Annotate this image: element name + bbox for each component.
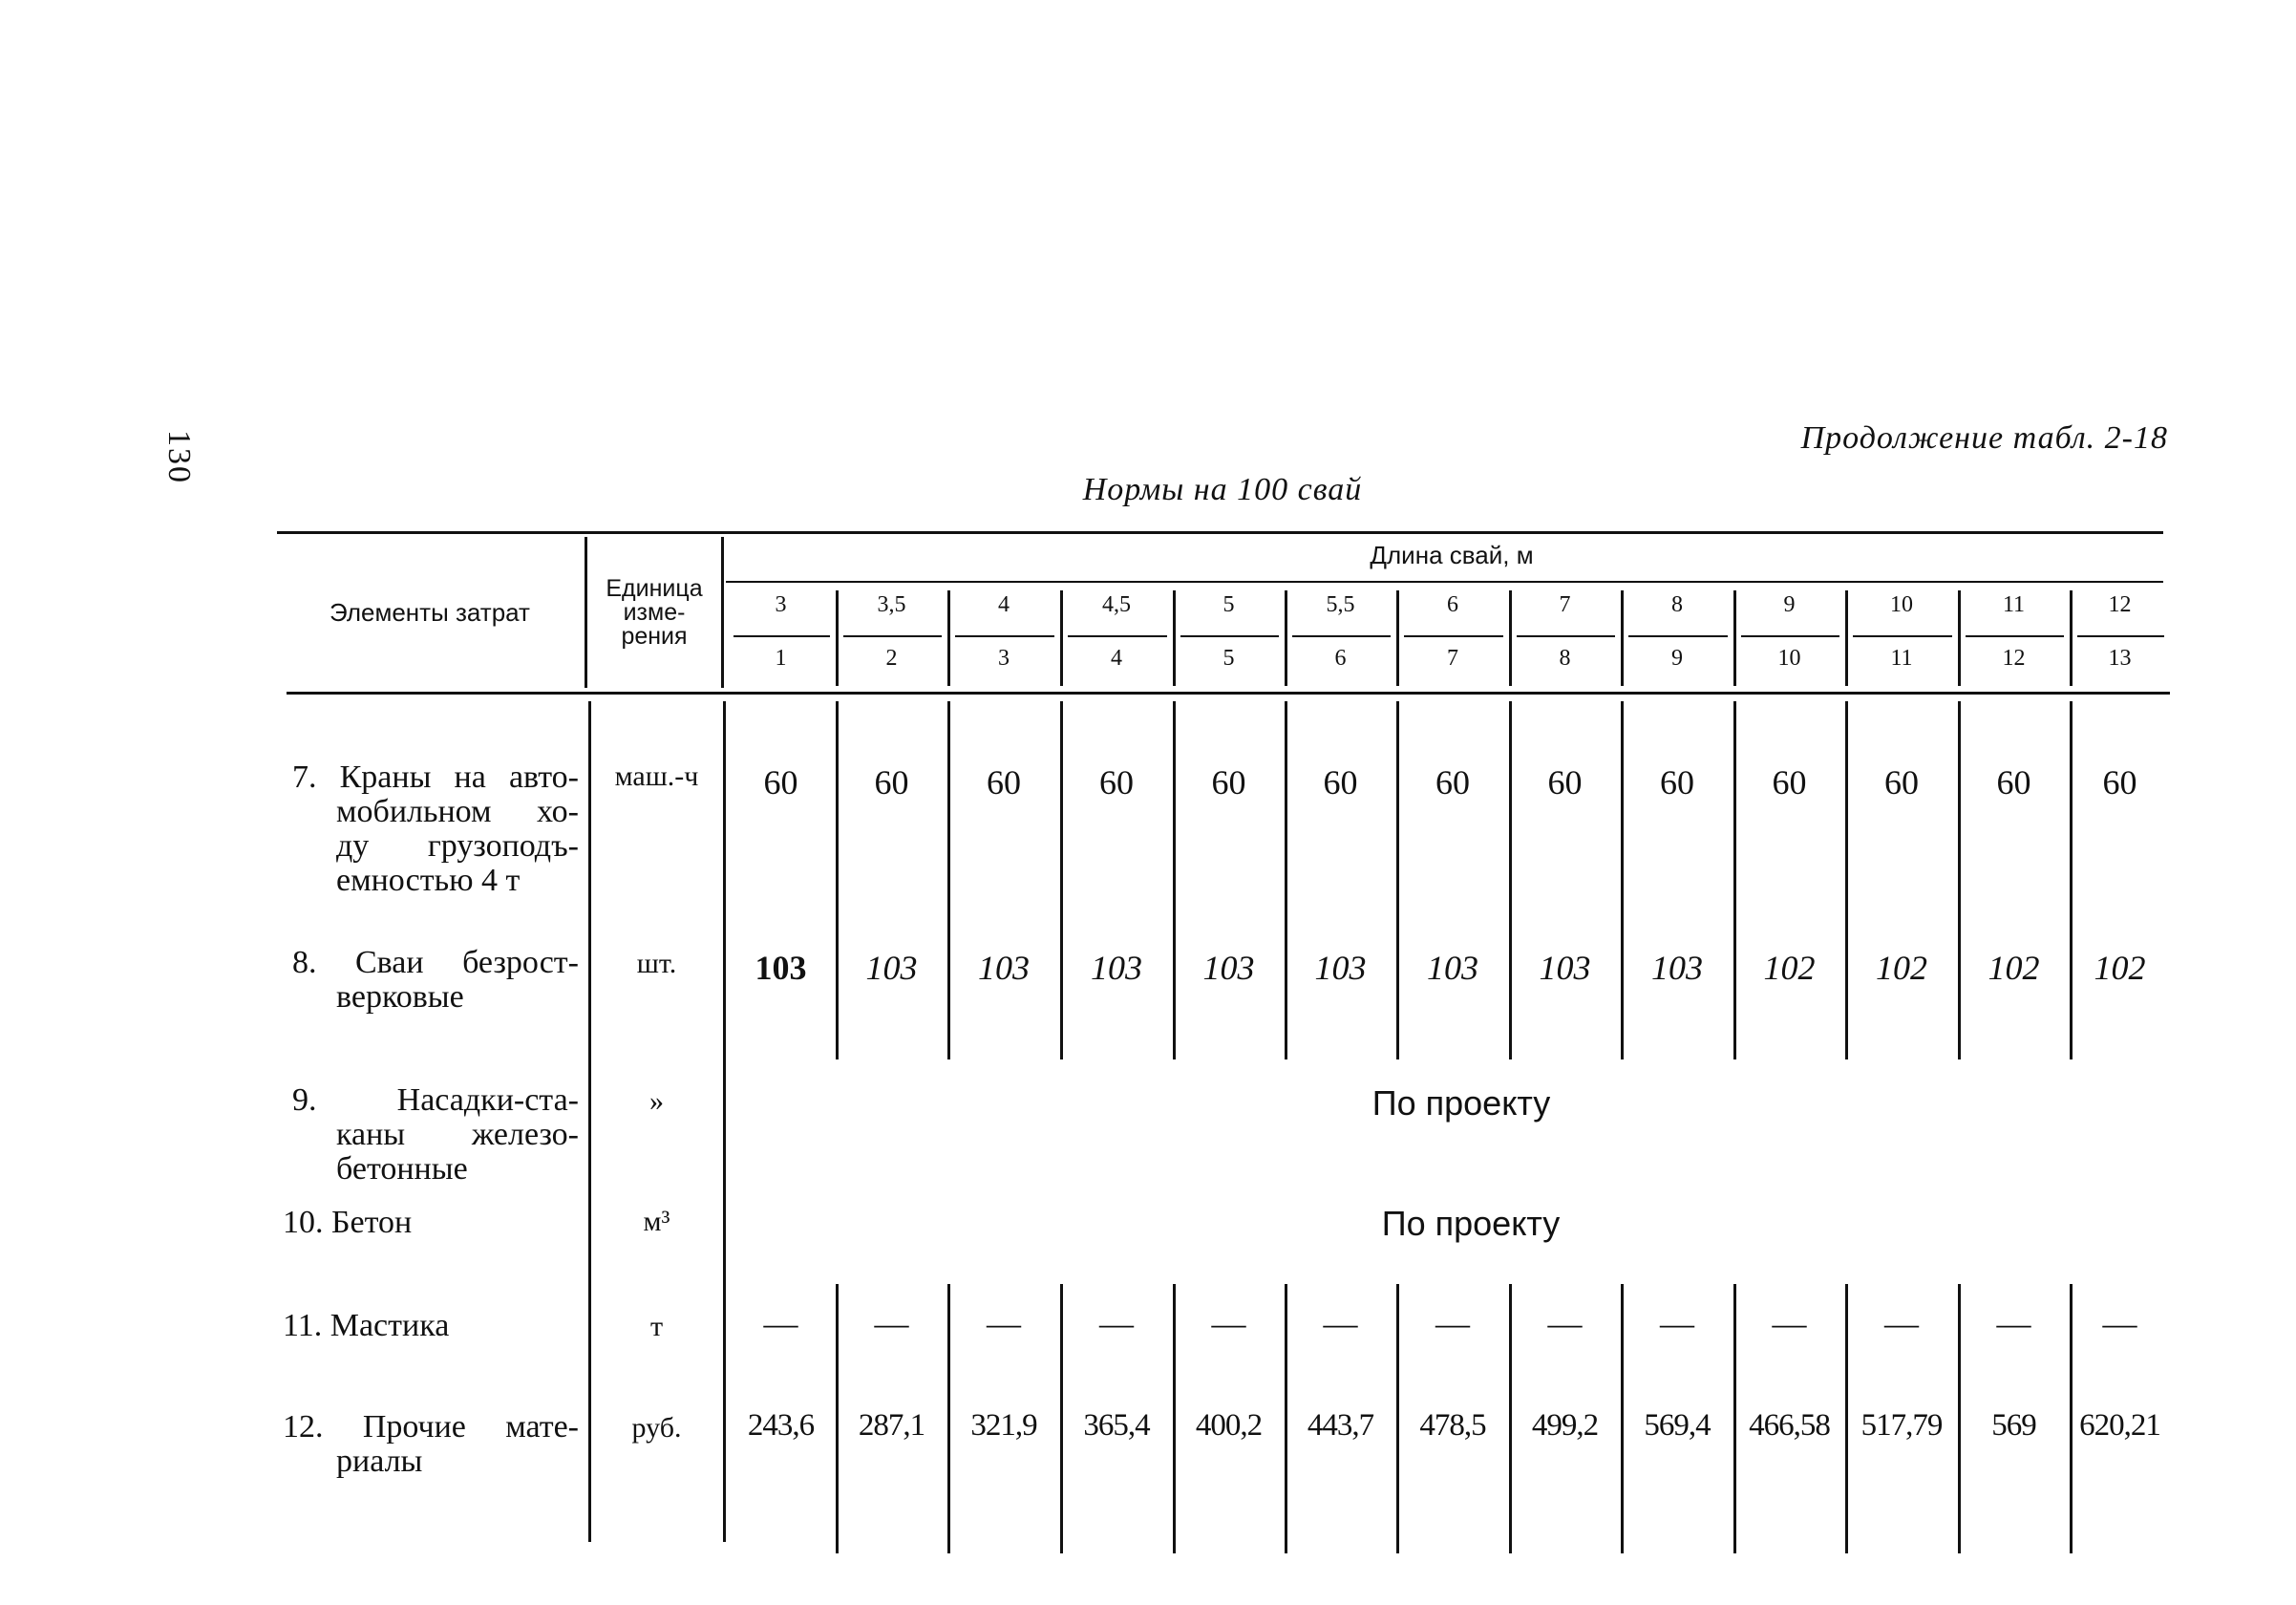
- header-bottom-rule: [287, 692, 2170, 695]
- length-number-rule: [1517, 635, 1615, 637]
- length-header: 5,5: [1326, 592, 1355, 617]
- header-column-divider: [947, 590, 950, 686]
- header-column-divider: [1621, 590, 1624, 686]
- length-number-rule: [2077, 635, 2164, 637]
- row8-value: 103: [1314, 949, 1367, 987]
- row12-value: 466,58: [1749, 1408, 1830, 1443]
- body-column-divider: [1285, 701, 1287, 1059]
- length-number-rule: [1628, 635, 1728, 637]
- row12-label-line1: 12. Прочие мате-: [283, 1409, 579, 1444]
- length-header: 3,5: [877, 592, 906, 617]
- row12-value: 499,2: [1531, 1408, 1599, 1443]
- header-unit-line1: Единица: [606, 575, 703, 602]
- row11-value: —: [987, 1304, 1021, 1342]
- body-column-divider: [947, 701, 950, 1059]
- row7-value: 60: [874, 763, 909, 802]
- page-number: 130: [161, 430, 197, 484]
- column-number: 1: [775, 646, 787, 671]
- row7-value: 60: [1660, 763, 1694, 802]
- header-unit: [587, 577, 721, 649]
- row7-label: [292, 760, 579, 898]
- row11-value: —: [1772, 1304, 1807, 1342]
- length-header: 7: [1559, 592, 1571, 617]
- row12-label: [283, 1410, 579, 1479]
- column-number: 12: [2002, 646, 2026, 671]
- row8-label-line2: верковые: [336, 979, 464, 1015]
- row7-label-line4: емностью 4 т: [336, 863, 521, 898]
- body-column-divider: [1733, 701, 1736, 1059]
- header-pile-length: Длина свай, м: [1370, 541, 1534, 569]
- row11-value: —: [1996, 1304, 2031, 1342]
- row9-label-line1: 9. Насадки-ста-: [292, 1082, 579, 1118]
- row12-value: 287,1: [858, 1408, 925, 1443]
- row7-value: 60: [1772, 763, 1807, 802]
- row8-value: 103: [755, 949, 807, 987]
- column-number: 13: [2108, 646, 2132, 671]
- row8-value: 103: [978, 949, 1030, 987]
- column-number: 8: [1559, 646, 1571, 671]
- header-unit-line3: рения: [621, 623, 688, 650]
- row12-value: 620,21: [2079, 1408, 2160, 1443]
- row7-value: 60: [2102, 763, 2137, 802]
- row7-value: 60: [1884, 763, 1919, 802]
- header-column-divider: [1285, 590, 1287, 686]
- header-column-divider: [1733, 590, 1736, 686]
- column-number: 2: [885, 646, 898, 671]
- row9-label: [292, 1083, 579, 1187]
- column-number: 6: [1334, 646, 1347, 671]
- row8-value: 103: [1427, 949, 1478, 987]
- row10-unit: м³: [643, 1206, 670, 1237]
- row12-value: 400,2: [1195, 1408, 1263, 1443]
- header-column-divider: [836, 590, 839, 686]
- column-number: 4: [1111, 646, 1122, 671]
- length-header: 10: [1890, 592, 1913, 617]
- body-column-divider: [2070, 701, 2073, 1059]
- length-header: 3: [775, 592, 787, 617]
- body-column-divider: [1173, 701, 1176, 1059]
- column-number: 10: [1777, 646, 1801, 671]
- row12-label-line2: риалы: [336, 1444, 423, 1479]
- row7-value: 60: [1435, 763, 1470, 802]
- header-column-divider: [1845, 590, 1848, 686]
- header-divider-unit: [721, 537, 724, 688]
- continuation-caption: Продолжение табл. 2-18: [1800, 420, 2168, 456]
- row8-value: 102: [1876, 949, 1927, 987]
- length-header: 11: [2002, 592, 2026, 617]
- column-number: 5: [1222, 646, 1235, 671]
- row7-label-line2: мобильном хо-: [336, 794, 579, 829]
- row11-value: —: [1099, 1304, 1134, 1342]
- length-number-rule: [1068, 635, 1167, 637]
- row11-value: —: [1323, 1304, 1358, 1342]
- row8-value: 103: [865, 949, 918, 987]
- row11-value: —: [763, 1304, 798, 1342]
- row12-value: 478,5: [1419, 1408, 1486, 1443]
- row9-label-line2: каны железо-: [336, 1117, 579, 1152]
- row11-label: [283, 1309, 569, 1343]
- row11-value: —: [874, 1304, 909, 1342]
- length-number-rule: [955, 635, 1054, 637]
- row12-unit: руб.: [631, 1412, 682, 1444]
- length-header: 9: [1783, 592, 1796, 617]
- header-column-divider: [1060, 590, 1063, 686]
- row12-value: 243,6: [747, 1408, 815, 1443]
- body-column-divider: [1845, 701, 1848, 1059]
- row12-value: 365,4: [1083, 1408, 1150, 1443]
- body-column-divider: [1958, 701, 1961, 1059]
- row8-value: 102: [1763, 949, 1816, 987]
- column-number: 7: [1447, 646, 1458, 671]
- header-column-divider: [1173, 590, 1176, 686]
- row8-label: [292, 946, 579, 1015]
- header-column-divider: [2070, 590, 2073, 686]
- row7-label-line3: ду грузоподъ-: [336, 828, 579, 864]
- row11-value: —: [2102, 1304, 2137, 1342]
- header-column-divider: [1958, 590, 1961, 686]
- row12-value: 517,79: [1860, 1408, 1943, 1443]
- row11-value: —: [1884, 1304, 1919, 1342]
- row7-value: 60: [763, 763, 798, 802]
- row12-value: 321,9: [970, 1408, 1037, 1443]
- length-number-rule: [1741, 635, 1839, 637]
- row7-value: 60: [1099, 763, 1134, 802]
- row8-label-line1: 8. Сваи безрост-: [292, 945, 579, 980]
- header-column-divider: [1396, 590, 1399, 686]
- body-column-divider: [1060, 701, 1063, 1059]
- row9-merged: По проекту: [1371, 1083, 1551, 1123]
- row8-value: 103: [1091, 949, 1142, 987]
- body-divider-elements: [588, 701, 591, 1542]
- length-number-rule: [733, 635, 830, 637]
- header-column-divider: [1509, 590, 1512, 686]
- length-header: 4,5: [1102, 592, 1131, 617]
- row8-value: 102: [2094, 949, 2146, 987]
- row11-value: —: [1435, 1304, 1470, 1342]
- row11-value: —: [1660, 1304, 1694, 1342]
- row7-value: 60: [987, 763, 1021, 802]
- header-length-rule: [726, 581, 2163, 583]
- column-number: 3: [998, 646, 1010, 671]
- row7-value: 60: [1323, 763, 1358, 802]
- row11-value: —: [1211, 1304, 1246, 1342]
- length-header: 5: [1222, 592, 1235, 617]
- body-column-divider: [836, 701, 839, 1059]
- row8-value: 102: [1988, 949, 2040, 987]
- header-elements: Элементы затрат: [330, 598, 530, 627]
- row10-label-line1: 10. Бетон: [283, 1205, 413, 1240]
- length-header: 12: [2108, 592, 2132, 617]
- body-column-divider: [1396, 701, 1399, 1059]
- row9-unit: »: [649, 1085, 664, 1117]
- header-unit-line2: изме-: [623, 599, 686, 626]
- row7-value: 60: [1996, 763, 2031, 802]
- length-number-rule: [1853, 635, 1952, 637]
- row11-value: —: [1547, 1304, 1583, 1342]
- row10-merged: По проекту: [1381, 1204, 1561, 1243]
- row11-unit: т: [649, 1311, 664, 1342]
- row7-unit: маш.-ч: [614, 760, 699, 792]
- length-header: 8: [1671, 592, 1683, 617]
- length-header: 6: [1447, 592, 1458, 617]
- row12-value: 569: [1991, 1408, 2036, 1443]
- row11-label-line1: 11. Мастика: [283, 1308, 450, 1343]
- body-column-divider: [1621, 701, 1624, 1059]
- row8-value: 103: [1202, 949, 1255, 987]
- length-number-rule: [1404, 635, 1503, 637]
- column-number: 9: [1671, 646, 1683, 671]
- row12-value: 443,7: [1307, 1408, 1374, 1443]
- row7-label-line1: 7. Краны на авто-: [292, 760, 579, 795]
- body-column-divider: [1509, 701, 1512, 1059]
- length-number-rule: [1292, 635, 1391, 637]
- row8-value: 103: [1651, 949, 1703, 987]
- norms-title: Нормы на 100 свай: [1082, 472, 1363, 507]
- row12-value: 569,4: [1644, 1408, 1711, 1443]
- table-top-rule: [277, 531, 2163, 534]
- row8-value: 103: [1539, 949, 1591, 987]
- column-number: 11: [1890, 646, 1913, 671]
- row7-value: 60: [1547, 763, 1583, 802]
- row7-value: 60: [1211, 763, 1246, 802]
- length-number-rule: [1966, 635, 2064, 637]
- row10-label: [283, 1206, 569, 1240]
- length-header: 4: [998, 592, 1010, 617]
- row9-label-line3: бетонные: [336, 1151, 468, 1187]
- length-number-rule: [1180, 635, 1279, 637]
- length-number-rule: [843, 635, 942, 637]
- row8-unit: шт.: [636, 948, 677, 979]
